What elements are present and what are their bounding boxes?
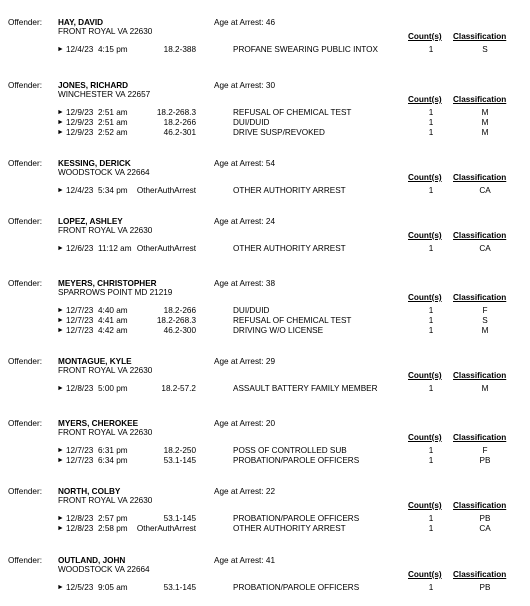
charge-statute: OtherAuthArrest (136, 186, 196, 195)
offender-record (0, 217, 530, 267)
offender-label: Offender: (8, 81, 42, 90)
charge-classification: PB (479, 514, 491, 523)
age-at-arrest (214, 81, 275, 91)
charge-classification: M (481, 108, 489, 117)
charge-classification: M (481, 384, 489, 393)
charge-statute: 53.1-145 (163, 456, 196, 465)
charge-date: 12/8/23 (66, 514, 94, 523)
classification-header: Classification (453, 173, 507, 182)
classification-header: Classification (453, 32, 507, 41)
charge-statute: 18.2-266 (163, 306, 196, 315)
charge-row (0, 45, 530, 55)
age-at-arrest (214, 217, 275, 227)
arrow-icon: ► (57, 447, 64, 454)
age-label: Age at Arrest: (214, 159, 264, 168)
offender-label: Offender: (8, 159, 42, 168)
offender-address: FRONT ROYAL VA 22630 (58, 226, 153, 235)
charge-date: 12/6/23 (66, 244, 94, 253)
arrow-icon: ► (57, 109, 64, 116)
age-label: Age at Arrest: (214, 18, 264, 27)
offender-record (0, 81, 530, 137)
classification-header: Classification (453, 293, 507, 302)
charge-classification: F (482, 446, 488, 455)
offender-label: Offender: (8, 18, 42, 27)
charge-time: 9:05 am (98, 583, 128, 592)
charge-time: 5:00 pm (98, 384, 128, 393)
charge-date: 12/4/23 (66, 186, 94, 195)
offender-address: FRONT ROYAL VA 22630 (58, 428, 153, 437)
classification-header: Classification (453, 371, 507, 380)
charge-classification: F (482, 306, 488, 315)
charge-statute: 18.2-268.3 (156, 316, 196, 325)
charge-description: DUI/DUID (233, 306, 270, 315)
charge-row (0, 118, 530, 128)
offender-address: FRONT ROYAL VA 22630 (58, 496, 153, 505)
charge-date: 12/9/23 (66, 118, 94, 127)
offender-label: Offender: (8, 279, 42, 288)
count-header: Count(s) (408, 173, 442, 182)
charge-row (0, 524, 530, 534)
count-header: Count(s) (408, 433, 442, 442)
charge-date: 12/7/23 (66, 306, 94, 315)
charge-count: 1 (428, 456, 434, 465)
age-label: Age at Arrest: (214, 419, 264, 428)
age-at-arrest (214, 556, 275, 566)
offender-name: JONES, RICHARD (58, 81, 129, 90)
age-label: Age at Arrest: (214, 487, 264, 496)
offender-name: NORTH, COLBY (58, 487, 121, 496)
charge-description: DUI/DUID (233, 118, 270, 127)
charge-statute: OtherAuthArrest (136, 524, 196, 533)
charge-description: REFUSAL OF CHEMICAL TEST (233, 316, 352, 325)
count-header: Count(s) (408, 371, 442, 380)
offender-label: Offender: (8, 487, 42, 496)
charge-time: 4:15 pm (98, 45, 128, 54)
arrow-icon: ► (57, 46, 64, 53)
charge-classification: CA (479, 524, 491, 533)
charge-count: 1 (428, 316, 434, 325)
arrow-icon: ► (57, 327, 64, 334)
offender-address: FRONT ROYAL VA 22630 (58, 366, 153, 375)
charge-description: POSS OF CONTROLLED SUB (233, 446, 347, 455)
charge-statute: 18.2-388 (163, 45, 196, 54)
offender-name: OUTLAND, JOHN (58, 556, 126, 565)
offender-label: Offender: (8, 419, 42, 428)
charge-description: PROBATION/PAROLE OFFICERS (233, 514, 360, 523)
count-header: Count(s) (408, 32, 442, 41)
age-at-arrest (214, 18, 275, 28)
charge-row (0, 306, 530, 316)
age-at-arrest (214, 487, 275, 497)
arrow-icon: ► (57, 129, 64, 136)
charge-count: 1 (428, 306, 434, 315)
charge-time: 11:12 am (98, 244, 132, 253)
charge-classification: CA (479, 186, 491, 195)
charge-classification: M (481, 326, 489, 335)
age-value: 54 (265, 159, 275, 168)
age-value: 46 (265, 18, 275, 27)
offender-record (0, 279, 530, 335)
classification-header: Classification (453, 231, 507, 240)
offender-address: FRONT ROYAL VA 22630 (58, 27, 153, 36)
classification-header: Classification (453, 501, 507, 510)
charge-description: PROFANE SWEARING PUBLIC INTOX (233, 45, 378, 54)
classification-header: Classification (453, 433, 507, 442)
age-value: 30 (265, 81, 275, 90)
charge-statute: 18.2-266 (163, 118, 196, 127)
offender-name: HAY, DAVID (58, 18, 104, 27)
age-label: Age at Arrest: (214, 217, 264, 226)
arrow-icon: ► (57, 515, 64, 522)
arrow-icon: ► (57, 119, 64, 126)
offender-record (0, 159, 530, 209)
charge-classification: PB (479, 456, 491, 465)
arrow-icon: ► (57, 187, 64, 194)
arrow-icon: ► (57, 307, 64, 314)
offender-name: MEYERS, CHRISTOPHER (58, 279, 157, 288)
age-label: Age at Arrest: (214, 81, 264, 90)
charge-time: 6:34 pm (98, 456, 128, 465)
offender-name: KESSING, DERICK (58, 159, 131, 168)
charge-date: 12/9/23 (66, 128, 94, 137)
age-value: 41 (265, 556, 275, 565)
charge-count: 1 (428, 446, 434, 455)
charge-date: 12/9/23 (66, 108, 94, 117)
arrow-icon: ► (57, 385, 64, 392)
charge-statute: 53.1-145 (163, 514, 196, 523)
offender-label: Offender: (8, 556, 42, 565)
age-at-arrest (214, 419, 275, 429)
charge-count: 1 (428, 186, 434, 195)
charge-row (0, 316, 530, 326)
charge-classification: M (481, 128, 489, 137)
charge-row (0, 244, 530, 254)
charge-description: OTHER AUTHORITY ARREST (233, 186, 346, 195)
age-label: Age at Arrest: (214, 357, 264, 366)
offender-name: MONTAGUE, KYLE (58, 357, 132, 366)
charge-row (0, 384, 530, 394)
charge-time: 6:31 pm (98, 446, 128, 455)
charge-time: 5:34 pm (98, 186, 128, 195)
charge-time: 4:42 am (98, 326, 128, 335)
charge-statute: 53.1-145 (163, 583, 196, 592)
arrow-icon: ► (57, 584, 64, 591)
offender-name: MYERS, CHEROKEE (58, 419, 139, 428)
charge-statute: 18.2-57.2 (161, 384, 196, 393)
charge-classification: S (482, 316, 488, 325)
charge-time: 2:58 pm (98, 524, 128, 533)
charge-count: 1 (428, 45, 434, 54)
charge-description: ASSAULT BATTERY FAMILY MEMBER (233, 384, 378, 393)
arrow-icon: ► (57, 245, 64, 252)
charge-time: 2:57 pm (98, 514, 128, 523)
charge-count: 1 (428, 583, 434, 592)
offender-record (0, 556, 530, 606)
charge-row (0, 326, 530, 336)
charge-row (0, 128, 530, 138)
charge-classification: S (482, 45, 488, 54)
charge-count: 1 (428, 384, 434, 393)
arrow-icon: ► (57, 525, 64, 532)
charge-description: OTHER AUTHORITY ARREST (233, 244, 346, 253)
offender-address: WOODSTOCK VA 22664 (58, 565, 150, 574)
age-at-arrest (214, 357, 275, 367)
charge-count: 1 (428, 326, 434, 335)
age-label: Age at Arrest: (214, 556, 264, 565)
charge-count: 1 (428, 524, 434, 533)
charge-date: 12/7/23 (66, 316, 94, 325)
charge-count: 1 (428, 514, 434, 523)
charge-description: OTHER AUTHORITY ARREST (233, 524, 346, 533)
charge-row (0, 108, 530, 118)
charge-count: 1 (428, 108, 434, 117)
count-header: Count(s) (408, 501, 442, 510)
age-at-arrest (214, 159, 275, 169)
charge-date: 12/8/23 (66, 524, 94, 533)
offender-address: SPARROWS POINT MD 21219 (58, 288, 173, 297)
charge-description: REFUSAL OF CHEMICAL TEST (233, 108, 352, 117)
classification-header: Classification (453, 95, 507, 104)
count-header: Count(s) (408, 570, 442, 579)
charge-statute: 46.2-301 (163, 128, 196, 137)
charge-count: 1 (428, 128, 434, 137)
charge-statute: 46.2-300 (163, 326, 196, 335)
charge-description: DRIVE SUSP/REVOKED (233, 128, 325, 137)
charge-description: PROBATION/PAROLE OFFICERS (233, 456, 360, 465)
charge-time: 4:41 am (98, 316, 128, 325)
charge-statute: 18.2-268.3 (156, 108, 196, 117)
charge-date: 12/7/23 (66, 456, 94, 465)
charge-date: 12/7/23 (66, 326, 94, 335)
age-value: 22 (265, 487, 275, 496)
offender-label: Offender: (8, 357, 42, 366)
count-header: Count(s) (408, 293, 442, 302)
charge-statute: OtherAuthArrest (136, 244, 196, 253)
charge-description: DRIVING W/O LICENSE (233, 326, 324, 335)
charge-time: 2:51 am (98, 118, 128, 127)
charge-date: 12/7/23 (66, 446, 94, 455)
count-header: Count(s) (408, 231, 442, 240)
charge-description: PROBATION/PAROLE OFFICERS (233, 583, 360, 592)
arrow-icon: ► (57, 317, 64, 324)
classification-header: Classification (453, 570, 507, 579)
offender-record (0, 487, 530, 537)
age-label: Age at Arrest: (214, 279, 264, 288)
age-value: 29 (265, 357, 275, 366)
charge-row (0, 186, 530, 196)
count-header: Count(s) (408, 95, 442, 104)
charge-classification: M (481, 118, 489, 127)
charge-time: 2:52 am (98, 128, 128, 137)
charge-classification: CA (479, 244, 491, 253)
charge-row (0, 456, 530, 466)
offender-record (0, 357, 530, 407)
charge-time: 4:40 am (98, 306, 128, 315)
charge-date: 12/8/23 (66, 384, 94, 393)
charge-date: 12/5/23 (66, 583, 94, 592)
charge-count: 1 (428, 118, 434, 127)
offender-record (0, 18, 530, 68)
charge-row (0, 583, 530, 593)
age-value: 20 (265, 419, 275, 428)
charge-row (0, 514, 530, 524)
charge-row (0, 446, 530, 456)
charge-time: 2:51 am (98, 108, 128, 117)
age-value: 24 (265, 217, 275, 226)
arrow-icon: ► (57, 457, 64, 464)
age-at-arrest (214, 279, 275, 289)
charge-classification: PB (479, 583, 491, 592)
age-value: 38 (265, 279, 275, 288)
charge-date: 12/4/23 (66, 45, 94, 54)
offender-address: WOODSTOCK VA 22664 (58, 168, 150, 177)
offender-name: LOPEZ, ASHLEY (58, 217, 123, 226)
charge-statute: 18.2-250 (163, 446, 196, 455)
offender-address: WINCHESTER VA 22657 (58, 90, 151, 99)
charge-count: 1 (428, 244, 434, 253)
offender-record (0, 419, 530, 469)
offender-label: Offender: (8, 217, 42, 226)
